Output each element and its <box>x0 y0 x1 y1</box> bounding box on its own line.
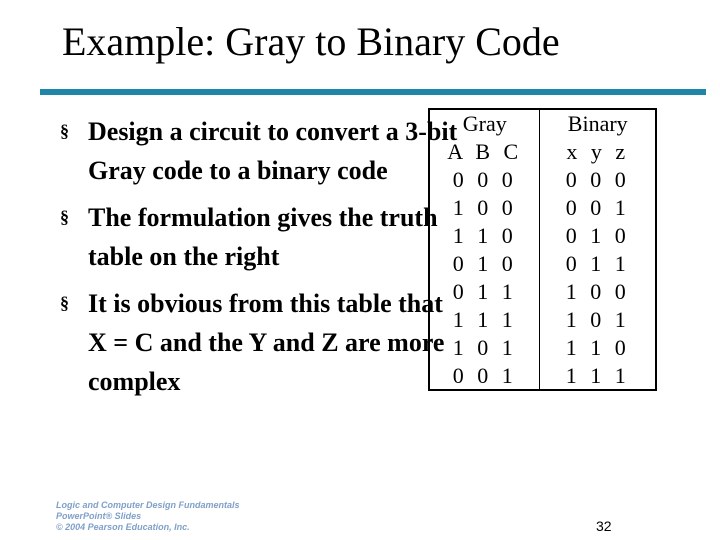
slide-title: Example: Gray to Binary Code <box>62 19 560 64</box>
bullet-list <box>60 112 460 409</box>
binary-cell: 0 1 0 <box>540 222 656 250</box>
table-row <box>429 166 656 194</box>
table-row <box>429 305 656 333</box>
binary-cell: 1 1 1 <box>540 361 656 390</box>
bullet-text: It is obvious from this table that X = C and the Y and Z are more complex <box>88 289 445 396</box>
table-header-row <box>429 109 656 138</box>
gray-vars: A B C <box>447 139 523 165</box>
table-row <box>429 277 656 305</box>
table-row <box>429 249 656 277</box>
binary-cell: 1 0 0 <box>540 277 656 305</box>
footer-line: Logic and Computer Design Fundamentals <box>56 500 240 510</box>
publisher-footer <box>56 500 240 533</box>
gray-header: Gray <box>462 111 507 137</box>
table-vars-row <box>429 138 656 166</box>
gray-cell: 0 0 1 <box>452 362 517 388</box>
table-row <box>429 222 656 250</box>
binary-cell: 0 0 1 <box>540 194 656 222</box>
bullet-item <box>60 112 460 190</box>
title-divider <box>40 89 706 95</box>
binary-cell: 0 1 1 <box>540 249 656 277</box>
bullet-item <box>60 198 460 276</box>
gray-cell: 0 1 1 <box>452 278 517 304</box>
truth-table <box>428 108 657 391</box>
page-number: 32 <box>596 518 612 534</box>
table-row <box>429 361 656 390</box>
footer-line: PowerPoint® Slides <box>56 511 142 521</box>
footer-line: © 2004 Pearson Education, Inc. <box>56 522 190 532</box>
bullet-item <box>60 284 460 401</box>
binary-cell: 1 0 1 <box>540 305 656 333</box>
gray-cell: 0 1 0 <box>452 250 517 276</box>
table-row <box>429 333 656 361</box>
gray-cell: 1 1 1 <box>452 306 517 332</box>
gray-cell: 1 0 0 <box>452 195 517 221</box>
gray-cell: 1 0 1 <box>452 334 517 360</box>
bullet-text: Design a circuit to convert a 3-bit Gray code to a binary code <box>88 117 458 185</box>
bullet-text: The formulation gives the truth table on the right <box>88 203 438 271</box>
bullet-mark-icon: § <box>60 207 69 227</box>
binary-cell: 1 1 0 <box>540 333 656 361</box>
gray-cell: 0 0 0 <box>452 167 517 193</box>
bullet-mark-icon: § <box>60 121 69 141</box>
bullet-mark-icon: § <box>60 293 69 313</box>
binary-cell: 0 0 0 <box>540 166 656 194</box>
table-row <box>429 194 656 222</box>
gray-cell: 1 1 0 <box>452 223 517 249</box>
binary-vars: x y z <box>540 138 656 166</box>
binary-header: Binary <box>540 109 656 138</box>
